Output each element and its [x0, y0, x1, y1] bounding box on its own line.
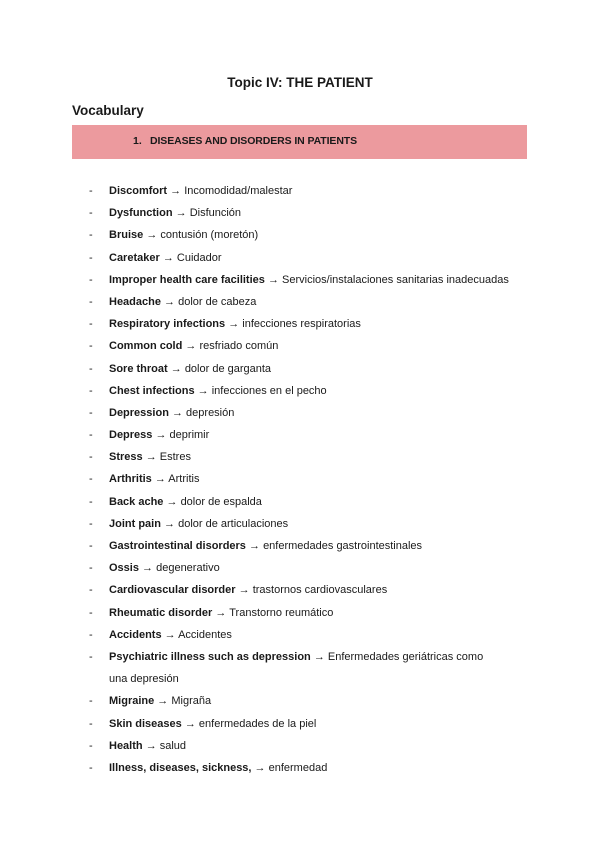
arrow-icon: → — [249, 540, 260, 552]
vocab-translation: Enfermedades geriátricas como una depresión — [109, 650, 484, 686]
arrow-icon: → — [215, 606, 227, 619]
list-item — [0, 535, 600, 557]
vocab-translation: enfermedades gastrointestinales — [263, 540, 423, 552]
vocab-term: Rheumatic disorder — [109, 606, 213, 619]
list-item-content — [109, 735, 186, 757]
arrow-icon: → — [164, 295, 176, 308]
vocab-translation: dolor de articulaciones — [178, 517, 289, 530]
list-item — [0, 224, 600, 246]
vocab-term: Arthritis — [109, 473, 152, 486]
list-item-content — [109, 402, 234, 424]
list-item-content — [109, 380, 327, 402]
bullet-dash: - — [89, 229, 93, 242]
vocab-translation: infecciones respiratorias — [242, 318, 361, 331]
vocab-translation: deprimir — [169, 429, 210, 442]
list-item — [0, 491, 600, 513]
list-item — [0, 713, 600, 735]
bullet-dash: - — [89, 650, 93, 663]
vocab-term: Ossis — [109, 562, 139, 575]
list-item — [0, 468, 600, 490]
vocab-translation: Disfunción — [189, 207, 242, 220]
vocab-term: Chest infections — [109, 384, 195, 397]
vocab-translation: Cuidador — [176, 251, 222, 264]
list-item-content — [109, 224, 258, 246]
vocab-term: Common cold — [109, 340, 183, 353]
bullet-dash: - — [89, 473, 93, 486]
arrow-icon: → — [142, 562, 154, 575]
bullet-dash: - — [89, 273, 93, 286]
vocab-term: Sore throat — [109, 362, 168, 375]
list-item — [0, 247, 600, 269]
bullet-dash: - — [89, 429, 93, 442]
arrow-icon: → — [154, 473, 166, 486]
vocab-term: Depress — [109, 429, 153, 442]
arrow-icon: → — [170, 185, 182, 197]
vocab-term: Joint pain — [109, 517, 161, 530]
bullet-dash: - — [89, 340, 93, 353]
section-heading: Vocabulary — [72, 103, 144, 118]
bullet-dash: - — [89, 739, 93, 752]
bullet-dash: - — [89, 717, 93, 730]
vocab-translation: salud — [159, 739, 187, 752]
list-item — [0, 335, 600, 357]
vocab-translation: infecciones en el pecho — [211, 384, 327, 397]
arrow-icon: → — [146, 229, 158, 242]
vocab-term: Headache — [109, 295, 161, 308]
vocab-translation: degenerativo — [156, 562, 220, 575]
arrow-icon: → — [166, 495, 178, 508]
page-title: Topic IV: THE PATIENT — [227, 75, 373, 90]
list-item — [0, 358, 600, 380]
bullet-dash: - — [89, 251, 93, 264]
vocab-term: Improper health care facilities — [109, 273, 265, 286]
list-item-content — [109, 180, 292, 202]
vocab-term: Health — [109, 739, 143, 752]
vocab-translation: contusión (moretón) — [160, 229, 259, 242]
vocab-translation: Transtorno reumático — [229, 606, 334, 619]
bullet-dash: - — [89, 362, 93, 375]
subsection-header-bar — [72, 125, 527, 159]
list-item — [0, 579, 600, 601]
list-item — [0, 513, 600, 535]
vocab-translation: Incomodidad/malestar — [184, 185, 293, 197]
list-item-content — [109, 313, 361, 335]
list-item-content — [109, 690, 211, 712]
bullet-dash: - — [89, 318, 93, 331]
vocab-translation: dolor de garganta — [184, 362, 272, 375]
vocab-term: Illness, diseases, sickness, — [109, 761, 252, 774]
vocab-term: Depression — [109, 406, 169, 419]
list-item — [0, 269, 600, 291]
vocab-term: Cardiovascular disorder — [109, 584, 236, 597]
list-item — [0, 291, 600, 313]
vocab-translation: Migraña — [171, 695, 212, 708]
list-item-content — [109, 335, 278, 357]
list-item — [0, 624, 600, 646]
list-item-content — [109, 468, 199, 490]
arrow-icon: → — [228, 318, 240, 331]
vocab-term: Back ache — [109, 495, 164, 508]
bullet-dash: - — [89, 451, 93, 464]
vocab-translation: dolor de espalda — [180, 495, 262, 508]
vocab-translation: trastornos cardiovasculares — [252, 584, 388, 597]
list-item-content — [109, 491, 262, 513]
list-item — [0, 380, 600, 402]
bullet-dash: - — [89, 295, 93, 308]
vocab-term: Accidents — [109, 628, 162, 641]
arrow-icon: → — [155, 429, 167, 442]
vocabulary-list — [0, 180, 600, 779]
list-item-content — [109, 247, 222, 269]
subsection-label: DISEASES AND DISORDERS IN PATIENTS — [150, 135, 358, 147]
vocab-term: Caretaker — [109, 251, 160, 264]
list-item — [0, 757, 600, 779]
list-item-content — [109, 424, 209, 446]
arrow-icon: → — [238, 584, 250, 597]
list-item-content — [109, 579, 387, 601]
arrow-icon: → — [175, 207, 187, 220]
subsection-number: 1. — [133, 135, 142, 147]
bullet-dash: - — [89, 606, 93, 619]
vocab-translation: depresión — [186, 406, 235, 419]
list-item — [0, 313, 600, 335]
list-item — [0, 646, 600, 690]
bullet-dash: - — [89, 584, 93, 597]
list-item — [0, 602, 600, 624]
list-item-content — [109, 269, 509, 291]
bullet-dash: - — [89, 495, 93, 508]
list-item — [0, 180, 600, 202]
arrow-icon: → — [267, 273, 279, 286]
vocab-translation: dolor de cabeza — [178, 295, 257, 308]
arrow-icon: → — [185, 340, 197, 353]
arrow-icon: → — [145, 451, 157, 464]
vocab-translation: enfermedad — [268, 761, 328, 774]
bullet-dash: - — [89, 185, 93, 197]
vocab-term: Bruise — [109, 229, 144, 242]
vocab-term: Stress — [109, 451, 143, 464]
list-item-content — [109, 358, 271, 380]
arrow-icon: → — [164, 517, 176, 530]
list-item — [0, 202, 600, 224]
arrow-icon: → — [170, 362, 182, 375]
arrow-icon: → — [254, 761, 266, 774]
bullet-dash: - — [89, 761, 93, 774]
arrow-icon: → — [162, 251, 174, 264]
bullet-dash: - — [89, 384, 93, 397]
list-item-content — [109, 202, 241, 224]
list-item-content — [109, 757, 327, 779]
list-item-content — [109, 602, 333, 624]
list-item — [0, 557, 600, 579]
list-item-content — [109, 713, 316, 735]
bullet-dash: - — [89, 207, 93, 220]
list-item-content — [109, 535, 422, 557]
bullet-dash: - — [89, 540, 93, 552]
vocab-translation: enfermedades de la piel — [198, 717, 317, 730]
vocab-translation: Estres — [159, 451, 191, 464]
list-item — [0, 690, 600, 712]
vocab-term: Discomfort — [109, 185, 168, 197]
vocab-translation: Accidentes — [178, 628, 232, 641]
vocab-term: Respiratory infections — [109, 318, 226, 331]
bullet-dash: - — [89, 628, 93, 641]
vocab-term: Skin diseases — [109, 717, 182, 730]
vocab-term: Migraine — [109, 695, 155, 708]
arrow-icon: → — [164, 628, 176, 641]
vocab-translation: resfriado común — [199, 340, 279, 353]
bullet-dash: - — [89, 562, 93, 575]
vocab-term: Gastrointestinal disorders — [109, 540, 246, 552]
list-item-content — [109, 513, 288, 535]
list-item-content — [109, 557, 220, 579]
vocab-translation: Servicios/instalaciones sanitarias inadecuadas — [282, 273, 509, 286]
list-item — [0, 402, 600, 424]
arrow-icon: → — [197, 384, 209, 397]
list-item — [0, 424, 600, 446]
list-item-content — [109, 646, 499, 690]
list-item-content — [109, 446, 191, 468]
vocab-term: Psychiatric illness such as depression — [109, 650, 311, 663]
arrow-icon: → — [313, 650, 325, 663]
bullet-dash: - — [89, 517, 93, 530]
list-item-content — [109, 624, 232, 646]
list-item — [0, 446, 600, 468]
bullet-dash: - — [89, 695, 93, 708]
vocab-translation: Artritis — [168, 473, 200, 486]
list-item — [0, 735, 600, 757]
arrow-icon: → — [157, 695, 169, 708]
vocab-term: Dysfunction — [109, 207, 173, 220]
arrow-icon: → — [171, 406, 183, 419]
list-item-content — [109, 291, 256, 313]
arrow-icon: → — [184, 717, 196, 730]
arrow-icon: → — [145, 739, 157, 752]
bullet-dash: - — [89, 406, 93, 419]
